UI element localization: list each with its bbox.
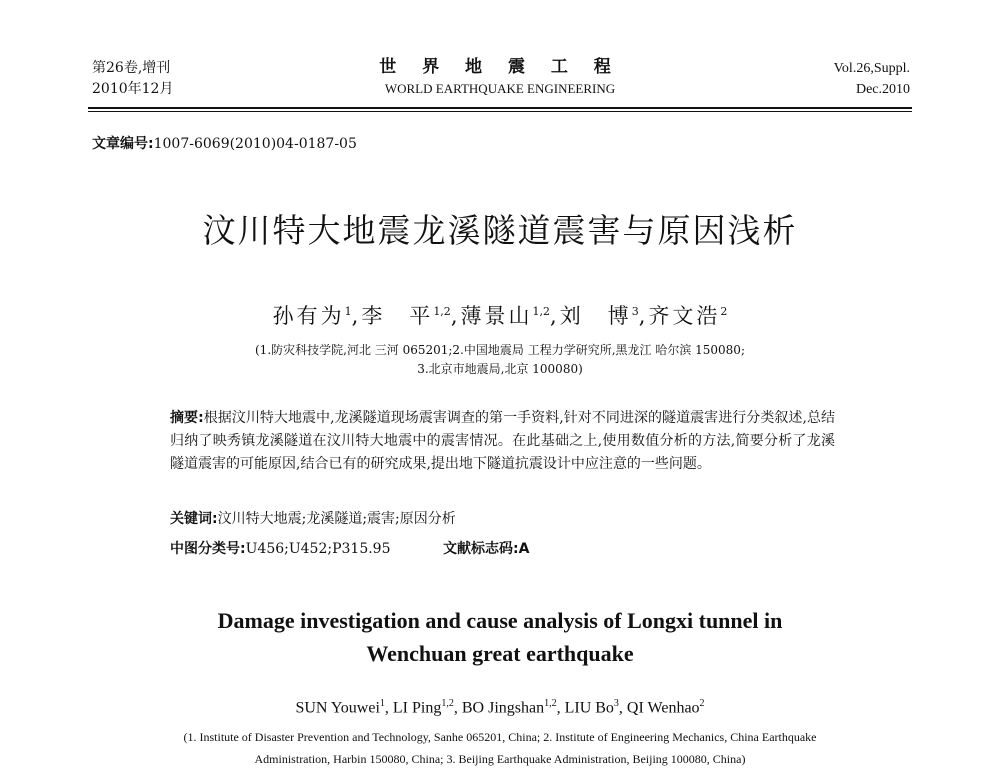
date-en: Dec.2010 [855,82,910,97]
author-en: QI Wenhao [626,699,700,717]
abstract-label: 摘要: [170,410,204,426]
article-number-value: 1007-6069(2010)04-0187-05 [153,136,357,152]
header-left [92,58,173,100]
date-cn: 2010年12月 [92,81,174,97]
affiliation-en [0,726,1000,770]
doc-code-value: A [518,541,530,557]
affiliation-cn-line: 3.北京市地震局,北京 100080) [417,362,583,376]
affiliation-en-line: (1. Institute of Disaster Prevention and Technology, Sanhe 065201, China; 2. Institute of Engineering Mechanics, China Earthquake [183,730,817,744]
author-en: SUN Youwei [295,699,380,717]
clc-label: 中图分类号: [170,541,246,557]
author-en-sup: 2 [699,698,705,709]
journal-name-en: WORLD EARTHQUAKE ENGINEERING [384,81,616,96]
title-en-line: Damage investigation and cause analysis of Longxi tunnel in [217,608,783,633]
author-en-sup: 3 [613,698,619,709]
affiliation-en-line: Administration, Harbin 150080, China; 3. Beijing Earthquake Administration, Beijing 100080, China) [254,752,746,766]
author-en: LIU Bo [564,699,614,717]
article-number [92,133,357,153]
author-en-sup: 1,2 [441,698,454,709]
author-cn-sup: 2 [720,305,728,318]
author-cn: 薄景山 [460,304,533,328]
title-cn: 汶川特大地震龙溪隧道震害与原因浅析 [202,211,798,250]
author-cn: 刘 博 [559,304,632,328]
title-en [0,604,1000,670]
author-cn: 李 平 [361,304,434,328]
authors-en: SUN Youwei$^1$, LI Ping$^{1,2}$, BO Jingshan$^{1,2}$, LIU Bo$^3$, QI Wenhao$^2$ [295,698,705,717]
clc-value: U456;U452;P315.95 [245,541,391,557]
article-number-label: 文章编号: [92,136,154,152]
doc-code-label: 文献标志码: [442,541,519,557]
author-cn-sup: 1 [344,305,352,318]
keywords-label: 关键词: [170,511,218,527]
author-en: LI Ping [392,699,442,717]
abstract-text: 根据汶川特大地震中,龙溪隧道现场震害调查的第一手资料,针对不同进深的隧道震害进行分类叙述,总结归纳了映秀镇龙溪隧道在汶川特大地震中的震害情况。在此基础之上,使用数值分析的方法,简要分析了龙溪隧道震害的可能原因,结合已有的研究成果,提出地下隧道抗震设计中应注意的一些问题。 [170,410,835,472]
affiliation-cn [0,341,1000,379]
volume-cn: 第26卷,增刊 [92,60,171,76]
keywords-text: 汶川特大地震;龙溪隧道;震害;原因分析 [217,511,456,527]
author-cn-sup: 3 [631,305,639,318]
abstract-cn [170,407,835,476]
author-en-sup: 1 [379,698,385,709]
header-right [834,58,910,100]
author-cn-sup: 1,2 [433,305,451,318]
author-en-sup: 1,2 [544,698,557,709]
authors-cn: 孙有为$^1$,李 平$^{1,2}$,薄景山$^{1,2}$,刘 博$^3$,齐文浩$^2$ [272,304,728,328]
journal-name-cn: 世 界 地 震 工 程 [379,57,621,77]
volume-en: Vol.26,Suppl. [833,61,910,76]
header-rule-thin [88,111,912,112]
author-cn-sup: 1,2 [532,305,550,318]
title-en-line: Wenchuan great earthquake [366,641,634,666]
author-cn: 孙有为 [272,304,345,328]
author-cn: 齐文浩 [648,304,721,328]
affiliation-cn-line: (1.防灾科技学院,河北 三河 065201;2.中国地震局 工程力学研究所,黑龙江 哈尔滨 150080; [255,343,745,357]
journal-header [320,56,680,100]
header-rule-thick [88,107,912,109]
classification [170,538,529,558]
author-en: BO Jingshan [461,699,545,717]
keywords-cn [170,508,456,528]
